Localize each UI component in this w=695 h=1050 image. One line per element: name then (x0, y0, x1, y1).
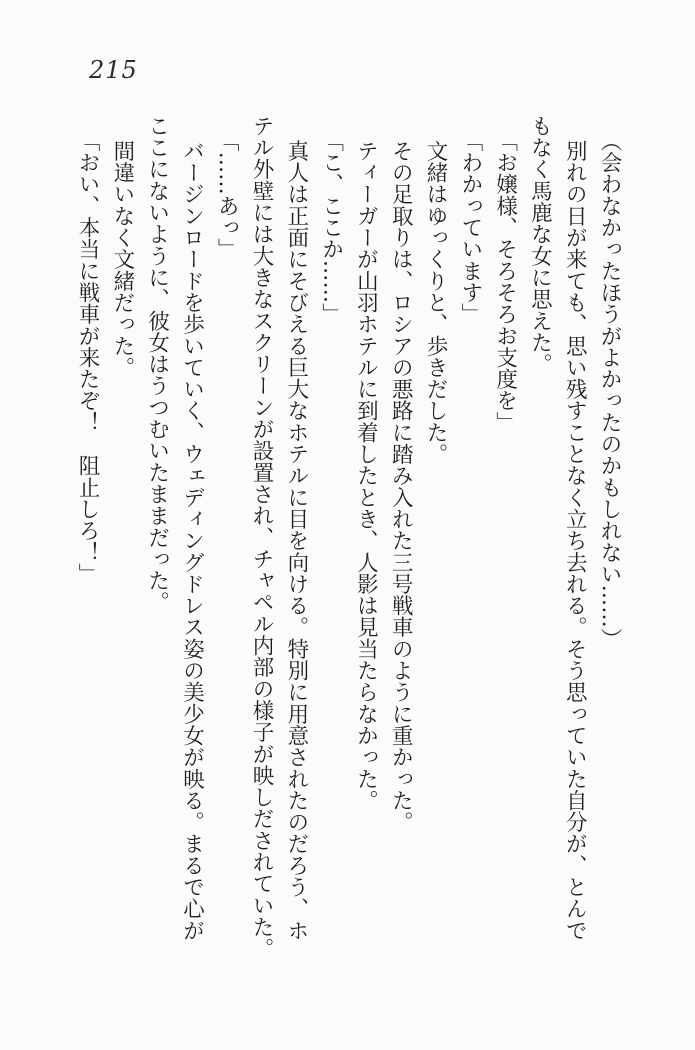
text-column: （会わなかったほうがよかったのかもしれない……） (597, 129, 622, 650)
text-column: 「こ、ここか……」 (318, 129, 344, 325)
text-column: 「おい、本当に戦車が来たぞ！ 阻止しろ！」 (75, 129, 101, 585)
text-column: テル外壁には大きなスクリーンが設置され、チャペル内部の様子が映しだされていた。 (249, 115, 275, 960)
text-column: 文緒はゆっくりと、歩きだした。 (423, 139, 449, 465)
page-number: 215 (89, 56, 138, 84)
text-area (69, 115, 626, 975)
text-column: バージンロードを歩いていく、ウェディングドレス姿の美少女が映る。まるで心が (179, 139, 205, 941)
text-column: 「わかっています」 (457, 129, 483, 325)
text-column: 別れの日が来ても、思い残すことなく立ち去れる。そう思っていた自分が、とんで (562, 139, 588, 941)
text-column: ティーガーが山羽ホテルに到着したとき、人影は見当たらなかった。 (353, 139, 379, 811)
text-column: もなく馬鹿な女に思えた。 (527, 115, 553, 375)
text-column: ここにないように、彼女はうつむいたままだった。 (144, 115, 170, 613)
text-column: 真人は正面にそびえる巨大なホテルに目を向ける。特別に用意されたのだろう、ホ (283, 139, 309, 941)
text-column: 間違いなく文緒だった。 (109, 139, 135, 378)
text-column: 「……あっ」 (214, 129, 240, 260)
text-column: その足取りは、ロシアの悪路に踏み入れた三号戦車のように重かった。 (388, 139, 414, 833)
text-column: 「お嬢様、そろそろお支度を」 (492, 129, 518, 433)
